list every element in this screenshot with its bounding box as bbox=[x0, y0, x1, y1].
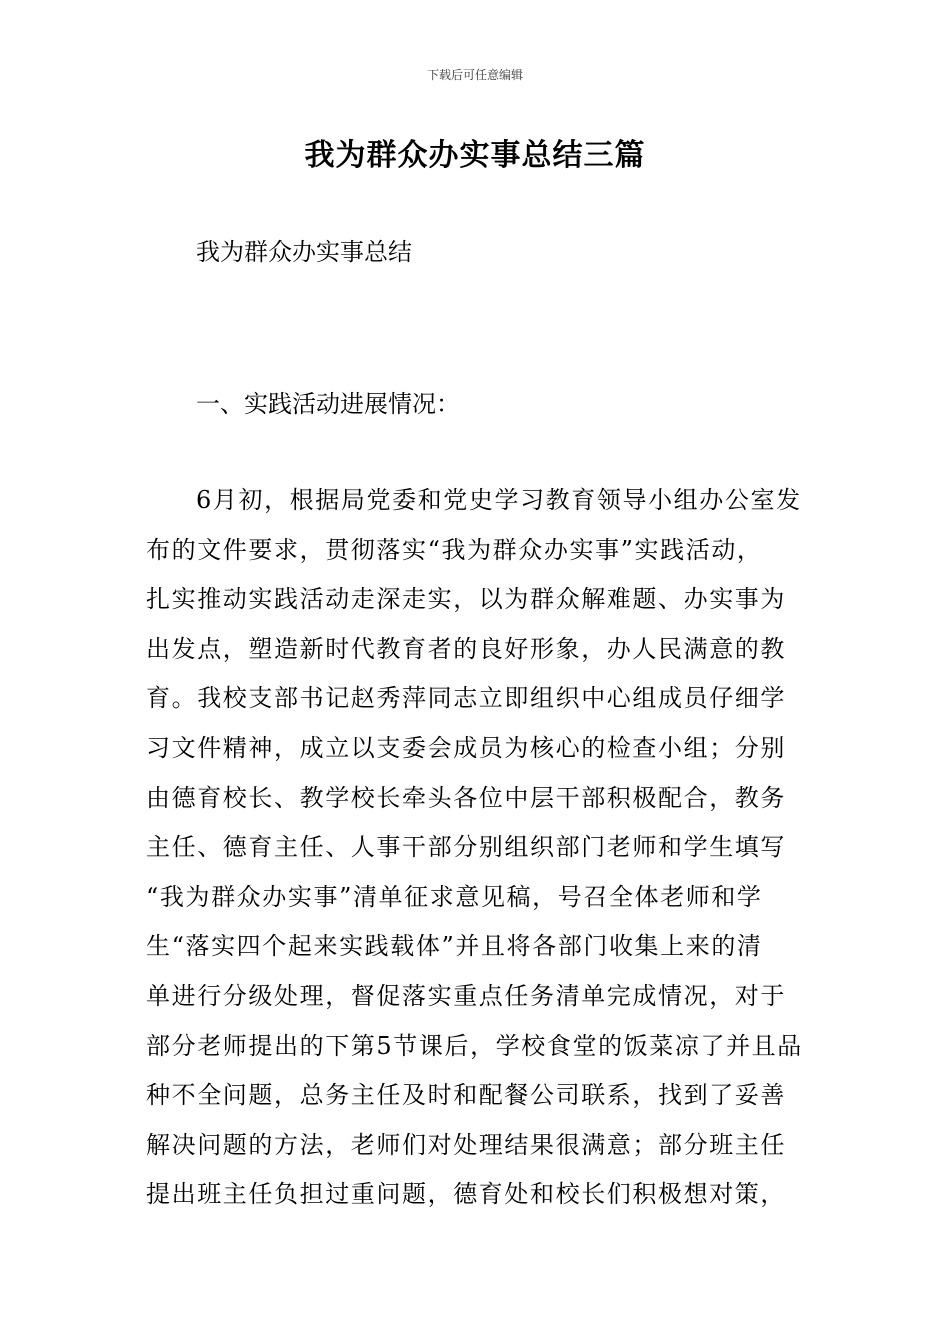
paragraph-line: “我为群众办实事”清单征求意见稿，号召全体老师和学 bbox=[146, 882, 763, 911]
paragraph-line: 种不全问题，总务主任及时和配餐公司联系，找到了妥善 bbox=[146, 1081, 786, 1110]
paragraph-line: 布的文件要求，贯彻落实“我为群众办实事”实践活动， bbox=[146, 535, 763, 564]
paragraph-line: 6月初，根据局党委和党史学习教育领导小组办公室发 bbox=[196, 486, 802, 514]
document-subtitle: 我为群众办实事总结 bbox=[196, 238, 412, 266]
paragraph-line: 生“落实四个起来实践载体”并且将各部门收集上来的清 bbox=[146, 932, 763, 961]
paragraph-line: 育。我校支部书记赵秀萍同志立即组织中心组成员仔细学 bbox=[146, 684, 786, 713]
paragraph-line: 习文件精神，成立以支委会成员为核心的检查小组；分别 bbox=[146, 733, 786, 762]
section-heading: 一、实践活动进展情况： bbox=[196, 390, 460, 418]
paragraph-line: 由德育校长、教学校长牵头各位中层干部积极配合，教务 bbox=[146, 783, 786, 812]
document-title: 我为群众办实事总结三篇 bbox=[304, 138, 646, 173]
paragraph-line: 主任、德育主任、人事干部分别组织部门老师和学生填写 bbox=[146, 833, 786, 862]
body-paragraph bbox=[146, 482, 806, 1226]
header-note: 下载后可任意编辑 bbox=[426, 68, 523, 82]
paragraph-line: 提出班主任负担过重问题，德育处和校长们积极想对策， bbox=[146, 1180, 786, 1209]
paragraph-line: 单进行分级处理，督促落实重点任务清单完成情况，对于 bbox=[146, 981, 786, 1010]
paragraph-line: 解决问题的方法，老师们对处理结果很满意；部分班主任 bbox=[146, 1130, 786, 1159]
paragraph-line: 出发点，塑造新时代教育者的良好形象，办人民满意的教 bbox=[146, 634, 786, 663]
paragraph-line: 扎实推动实践活动走深走实，以为群众解难题、办实事为 bbox=[146, 585, 786, 614]
paragraph-line: 部分老师提出的下第5节课后，学校食堂的饭菜凉了并且品 bbox=[146, 1031, 803, 1060]
